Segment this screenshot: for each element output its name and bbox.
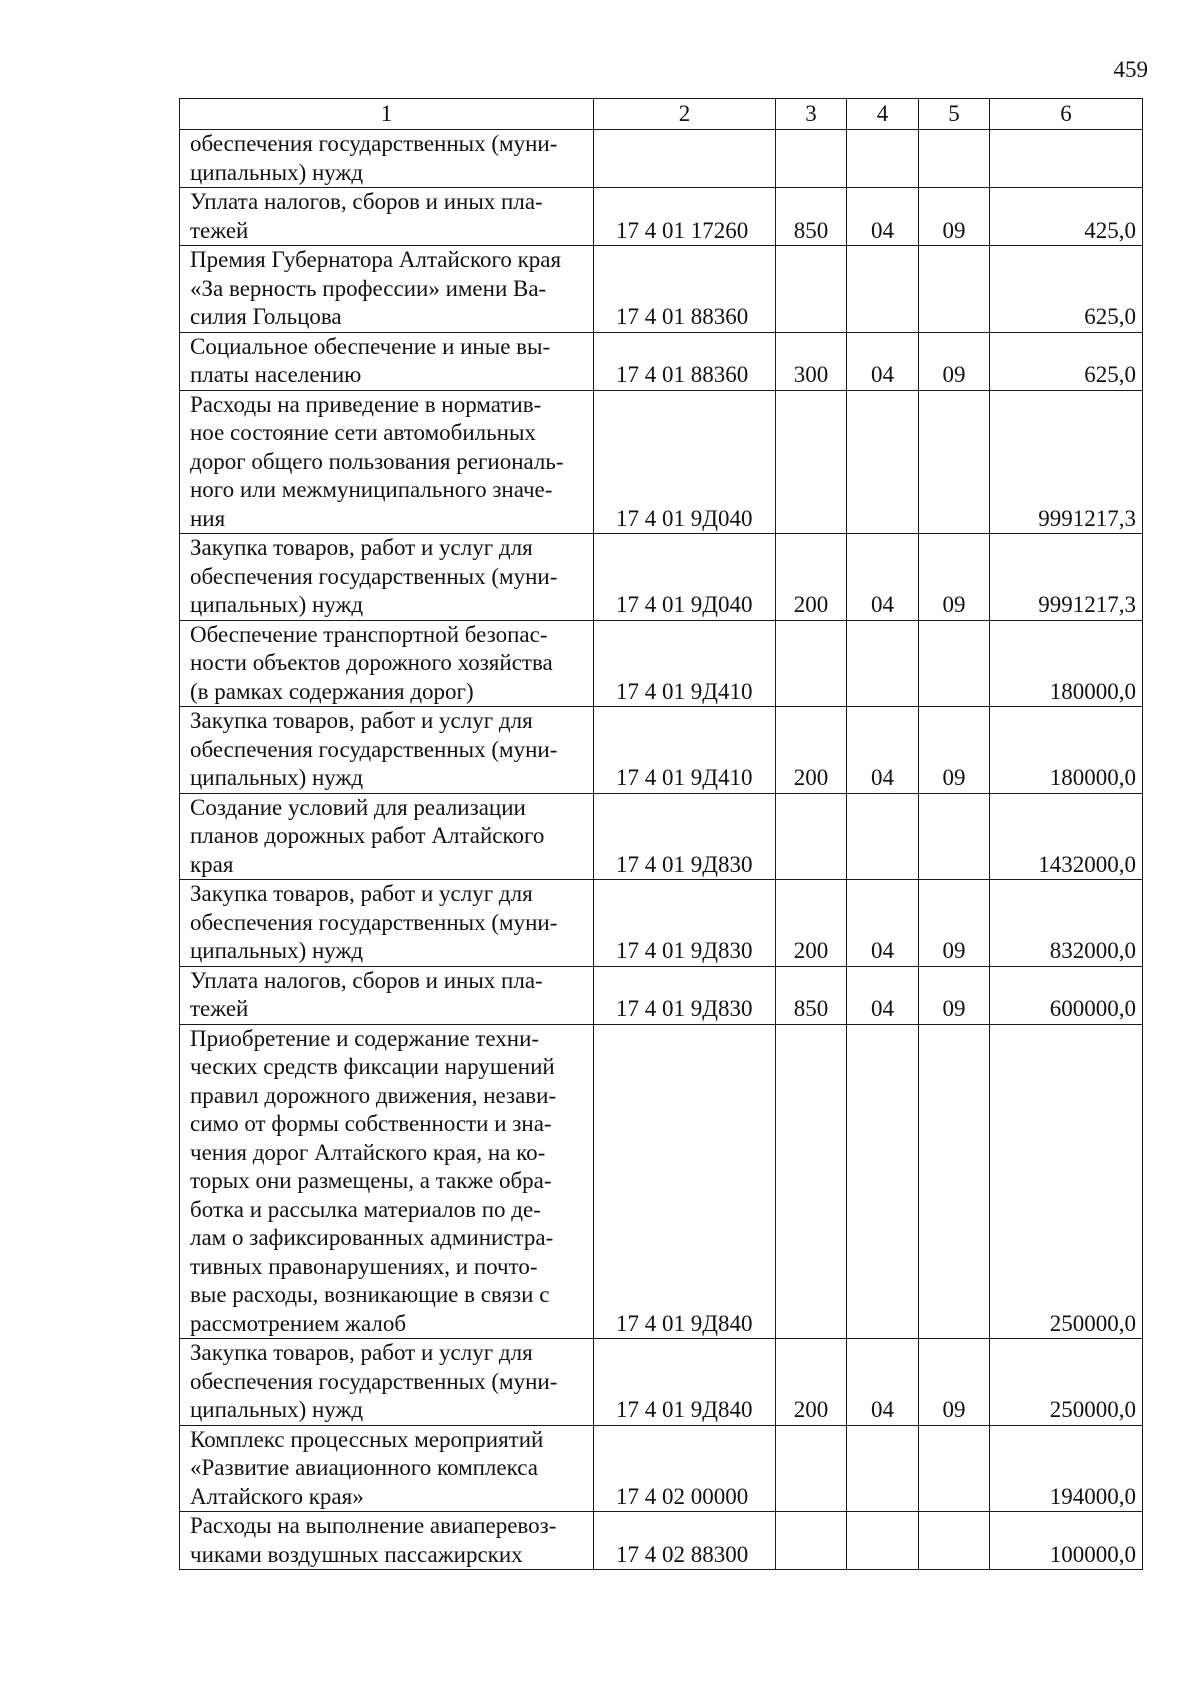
item-name-line: Создание условий для реализации [190,794,526,820]
expense-type-cell: 200 [776,534,847,621]
item-name-cell [180,1024,594,1339]
item-name-cell [180,793,594,880]
subsection-cell: 09 [919,880,990,967]
subsection-cell: 09 [919,707,990,794]
item-name-line: ципальных) нужд [190,765,364,790]
subsection-cell [919,620,990,707]
item-name-cell [180,1425,594,1512]
item-name-cell [180,880,594,967]
amount-cell: 180000,0 [990,707,1143,794]
subsection-cell: 09 [919,332,990,390]
section-cell: 04 [847,707,919,794]
item-name-line: обеспечения государственных (муни- [190,1368,558,1394]
table-body [180,99,1143,1570]
section-cell: 04 [847,188,919,246]
table-row [180,332,1143,390]
item-name-line: вые расходы, возникающие в связи с [190,1282,550,1307]
section-cell [847,1425,919,1512]
item-name-line: Уплата налогов, сборов и иных пла- [190,967,543,993]
item-name-line: лам о зафиксированных администра- [190,1225,554,1250]
table-row [180,1512,1143,1570]
expense-type-cell [776,793,847,880]
item-name-line: ческих средств фиксации нарушений [190,1054,555,1079]
expense-type-cell [776,390,847,534]
header-cell: 4 [847,99,919,130]
section-cell: 04 [847,966,919,1024]
header-cell: 2 [594,99,776,130]
amount-cell: 194000,0 [990,1425,1143,1512]
amount-cell: 1432000,0 [990,793,1143,880]
item-name-line: обеспечения государственных (муни- [190,736,558,762]
header-cell: 1 [180,99,594,130]
subsection-cell: 09 [919,1339,990,1426]
kbk-code-cell: 17 4 02 88300 [594,1512,776,1570]
item-name-line: Расходы на выполнение авиаперевоз- [190,1513,557,1538]
item-name-cell [180,246,594,333]
item-name-cell [180,130,594,188]
table-row [180,188,1143,246]
section-cell [847,246,919,333]
expense-type-cell [776,130,847,188]
section-cell [847,1024,919,1339]
table-row [180,390,1143,534]
expense-type-cell [776,1425,847,1512]
amount-cell: 180000,0 [990,620,1143,707]
item-name-line: ципальных) нужд [190,1397,364,1422]
item-name-line: ния [190,505,226,531]
item-name-line: Закупка товаров, работ и услуг для [190,881,533,906]
header-cell: 5 [919,99,990,130]
item-name-line: рассмотрением жалоб [190,1310,407,1336]
item-name-line: Закупка товаров, работ и услуг для [190,708,533,733]
kbk-code-cell: 17 4 01 9Д830 [594,880,776,967]
kbk-code-cell: 17 4 01 9Д840 [594,1024,776,1339]
page-number: 459 [1113,57,1148,82]
table-row [180,534,1143,621]
item-name-line: Уплата налогов, сборов и иных пла- [190,189,543,214]
subsection-cell [919,390,990,534]
table-row [180,966,1143,1024]
amount-cell: 9991217,3 [990,390,1143,534]
amount-cell: 425,0 [990,188,1143,246]
item-name-cell [180,188,594,246]
section-cell: 04 [847,880,919,967]
kbk-code-cell: 17 4 01 9Д410 [594,620,776,707]
item-name-line: планов дорожных работ Алтайского [190,823,545,848]
item-name-line: симо от формы собственности и зна- [190,1111,552,1136]
kbk-code-cell: 17 4 01 88360 [594,332,776,390]
item-name-cell [180,534,594,621]
item-name-line: тивных правонарушениях, и почто- [190,1253,538,1279]
kbk-code-cell [594,130,776,188]
item-name-line: правил дорожного движения, незави- [190,1082,557,1108]
item-name-cell [180,1512,594,1570]
item-name-line: обеспечения государственных (муни- [190,131,558,156]
table-header-row [180,99,1143,130]
kbk-code-cell: 17 4 01 9Д830 [594,793,776,880]
kbk-code-cell: 17 4 02 00000 [594,1425,776,1512]
item-name-line: дорог общего пользования региональ- [190,448,564,474]
expense-type-cell: 200 [776,1339,847,1426]
table-row [180,880,1143,967]
subsection-cell: 09 [919,188,990,246]
section-cell: 04 [847,332,919,390]
item-name-line: Приобретение и содержание техни- [190,1025,540,1051]
item-name-line: Алтайского края» [190,1483,364,1509]
item-name-line: «За верность профессии» имени Ва- [190,275,547,301]
subsection-cell [919,130,990,188]
expense-type-cell [776,1024,847,1339]
item-name-line: обеспечения государственных (муни- [190,909,558,935]
subsection-cell [919,793,990,880]
item-name-cell [180,332,594,390]
table-row [180,130,1143,188]
amount-cell [990,130,1143,188]
item-name-line: ботка и рассылка материалов по де- [190,1196,541,1222]
table-row [180,793,1143,880]
item-name-line: тежей [190,217,249,243]
item-name-line: ципальных) нужд [190,159,364,185]
amount-cell: 625,0 [990,332,1143,390]
section-cell [847,130,919,188]
item-name-line: торых они размещены, а также обра- [190,1168,552,1193]
table-row [180,246,1143,333]
item-name-line: Премия Губернатора Алтайского края [190,247,562,272]
item-name-line: обеспечения государственных (муни- [190,563,558,589]
expense-type-cell: 200 [776,707,847,794]
kbk-code-cell: 17 4 01 9Д840 [594,1339,776,1426]
expense-type-cell: 850 [776,188,847,246]
item-name-line: Закупка товаров, работ и услуг для [190,1340,533,1365]
item-name-line: силия Гольцова [190,304,342,329]
item-name-cell [180,390,594,534]
expense-type-cell [776,246,847,333]
amount-cell: 625,0 [990,246,1143,333]
item-name-cell [180,707,594,794]
expense-type-cell: 300 [776,332,847,390]
item-name-line: ности объектов дорожного хозяйства [190,650,553,675]
amount-cell: 9991217,3 [990,534,1143,621]
item-name-line: Расходы на приведение в норматив- [190,391,542,417]
table-row [180,620,1143,707]
table-row [180,707,1143,794]
subsection-cell [919,1024,990,1339]
kbk-code-cell: 17 4 01 9Д040 [594,534,776,621]
item-name-line: ципальных) нужд [190,592,364,617]
subsection-cell [919,1425,990,1512]
item-name-line: Социальное обеспечение и иные вы- [190,333,551,359]
expense-type-cell [776,620,847,707]
subsection-cell [919,1512,990,1570]
kbk-code-cell: 17 4 01 9Д830 [594,966,776,1024]
header-cell: 3 [776,99,847,130]
item-name-line: чения дорог Алтайского края, на ко- [190,1139,546,1165]
item-name-line: тежей [190,996,249,1021]
expense-type-cell: 850 [776,966,847,1024]
subsection-cell: 09 [919,534,990,621]
item-name-cell [180,966,594,1024]
amount-cell: 250000,0 [990,1024,1143,1339]
section-cell: 04 [847,1339,919,1426]
item-name-line: Обеспечение транспортной безопас- [190,621,548,647]
section-cell [847,620,919,707]
kbk-code-cell: 17 4 01 9Д040 [594,390,776,534]
expense-type-cell: 200 [776,880,847,967]
item-name-line: чиками воздушных пассажирских [190,1541,523,1567]
amount-cell: 832000,0 [990,880,1143,967]
item-name-line: платы населению [190,362,362,387]
budget-table [179,98,1143,1570]
section-cell [847,390,919,534]
section-cell [847,1512,919,1570]
item-name-line: Комплекс процессных мероприятий [190,1426,544,1452]
item-name-line: Закупка товаров, работ и услуг для [190,535,533,560]
item-name-line: (в рамках содержания дорог) [190,678,474,704]
table-row [180,1425,1143,1512]
item-name-cell [180,620,594,707]
item-name-cell [180,1339,594,1426]
item-name-line: ципальных) нужд [190,938,364,963]
kbk-code-cell: 17 4 01 9Д410 [594,707,776,794]
item-name-line: «Развитие авиационного комплекса [190,1455,538,1480]
table-row [180,1339,1143,1426]
subsection-cell: 09 [919,966,990,1024]
subsection-cell [919,246,990,333]
kbk-code-cell: 17 4 01 88360 [594,246,776,333]
section-cell [847,793,919,880]
amount-cell: 100000,0 [990,1512,1143,1570]
amount-cell: 600000,0 [990,966,1143,1024]
item-name-line: ного или межмуниципального значе- [190,477,553,502]
expense-type-cell [776,1512,847,1570]
item-name-line: края [190,851,234,877]
header-cell: 6 [990,99,1143,130]
table-row [180,1024,1143,1339]
section-cell: 04 [847,534,919,621]
amount-cell: 250000,0 [990,1339,1143,1426]
item-name-line: ное состояние сети автомобильных [190,420,536,445]
kbk-code-cell: 17 4 01 17260 [594,188,776,246]
